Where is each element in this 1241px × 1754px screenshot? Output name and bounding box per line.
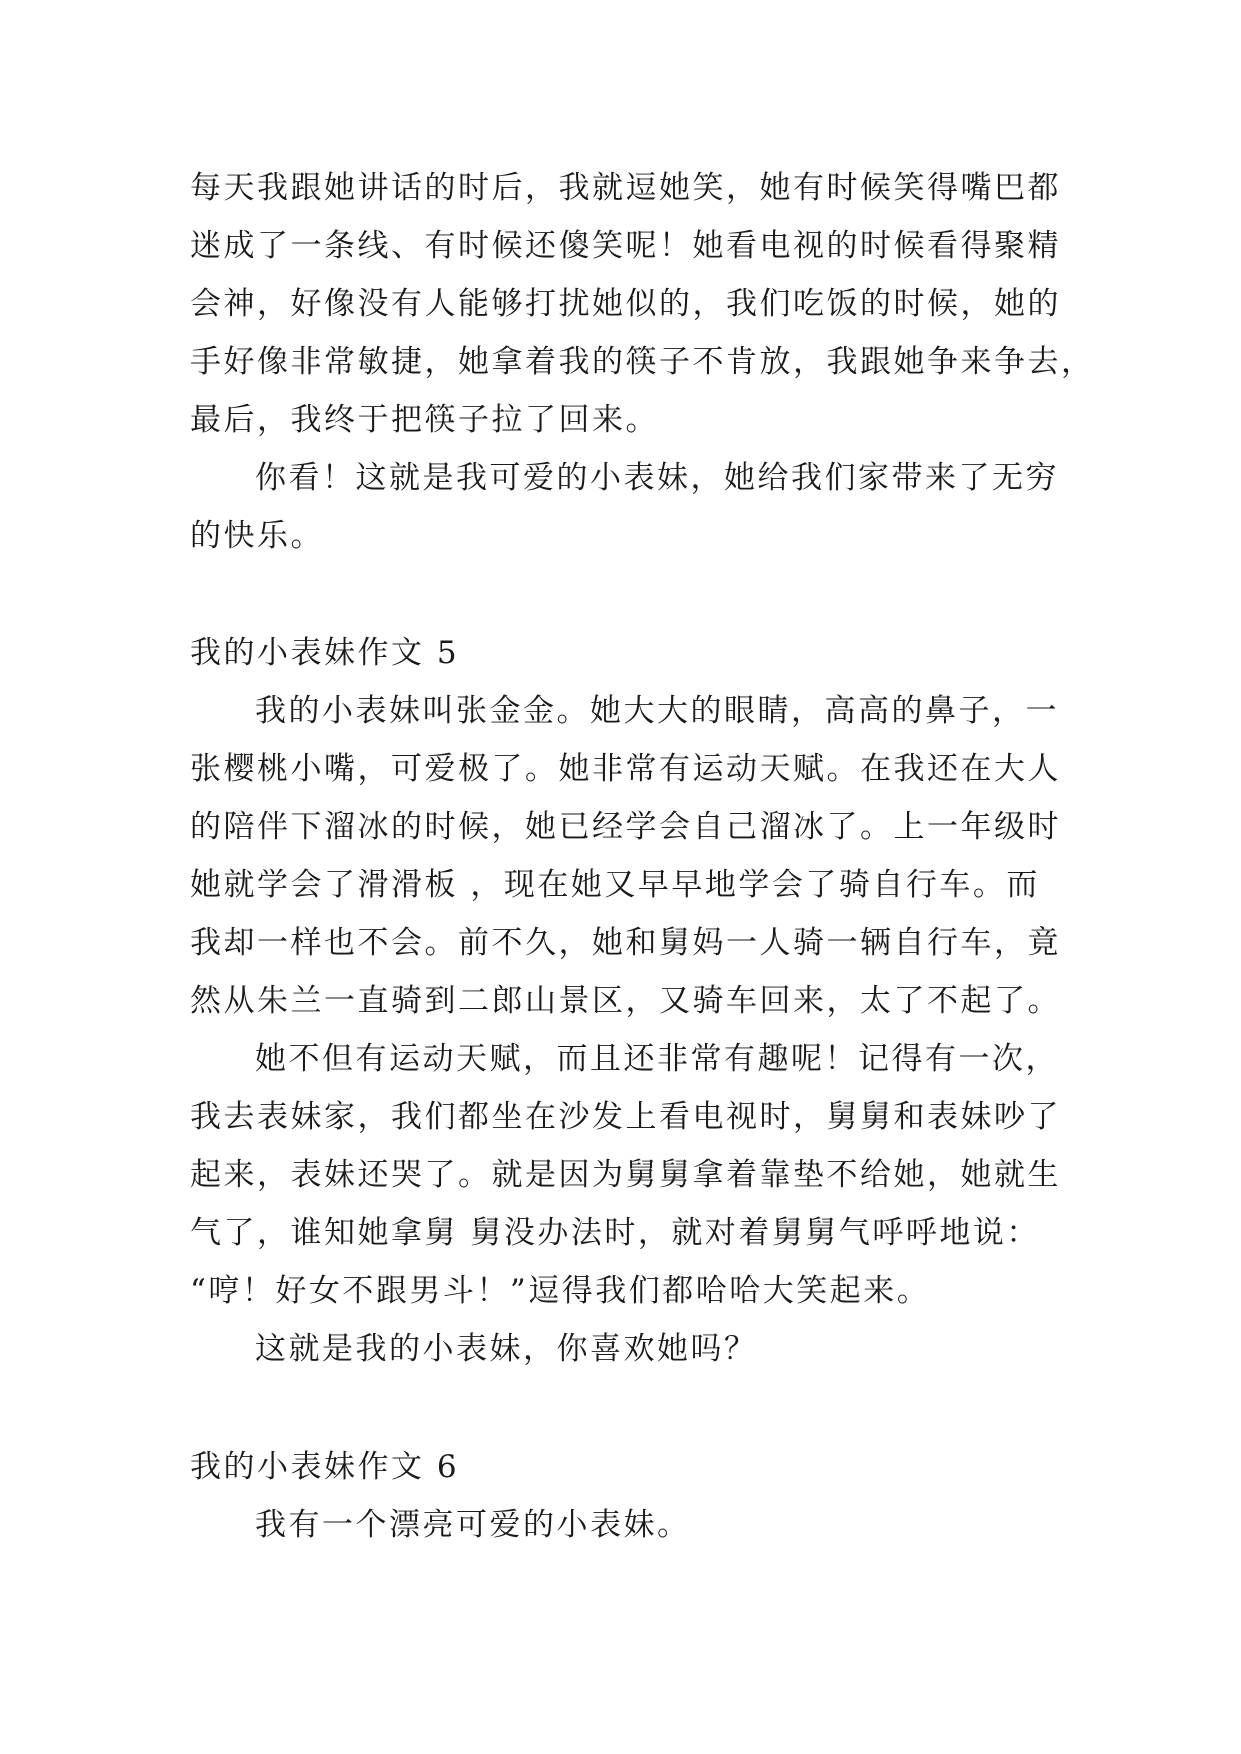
paragraph-line: 迷成了一条线、有时候还傻笑呢！她看电视的时候看得聚精 <box>190 228 1061 264</box>
paragraph-line: 我去表妹家，我们都坐在沙发上看电视时，舅舅和表妹吵了 <box>190 1099 1061 1135</box>
paragraph-line: 的快乐。 <box>190 518 324 554</box>
paragraph-line: 然从朱兰一直骑到二郎山景区，又骑车回来，太了不起了。 <box>190 983 1061 1019</box>
paragraph-line: 每天我跟她讲话的时后，我就逗她笑，她有时候笑得嘴巴都 <box>190 170 1061 206</box>
paragraph-line: 气了，谁知她拿舅 舅没办法时，就对着舅舅气呼呼地说： <box>190 1215 1040 1251</box>
paragraph-line: 这就是我的小表妹，你喜欢她吗？ <box>255 1331 758 1367</box>
paragraph-line: 起来，表妹还哭了。就是因为舅舅拿着靠垫不给她，她就生 <box>190 1157 1061 1193</box>
paragraph-line: 我的小表妹叫张金金。她大大的眼睛，高高的鼻子，一 <box>255 693 1059 729</box>
paragraph-line: 张樱桃小嘴，可爱极了。她非常有运动天赋。在我还在大人 <box>190 751 1061 787</box>
section-heading: 我的小表妹作文 6 <box>190 1449 460 1485</box>
paragraph-line: “哼！好女不跟男斗！”逗得我们都哈哈大笑起来。 <box>190 1273 931 1309</box>
paragraph-line: 会神，好像没有人能够打扰她似的，我们吃饭的时候，她的 <box>190 286 1061 322</box>
paragraph-line: 手好像非常敏捷，她拿着我的筷子不肯放，我跟她争来争去， <box>190 344 1095 380</box>
paragraph-line: 我有一个漂亮可爱的小表妹。 <box>255 1507 691 1543</box>
section-heading: 我的小表妹作文 5 <box>190 635 460 671</box>
paragraph-line: 你看！这就是我可爱的小表妹，她给我们家带来了无穷 <box>255 460 1059 496</box>
paragraph-line: 的陪伴下溜冰的时候，她已经学会自己溜冰了。上一年级时 <box>190 809 1061 845</box>
paragraph-line: 她就学会了滑滑板 ，现在她又早早地学会了骑自行车。而 <box>190 867 1040 903</box>
paragraph-line: 最后，我终于把筷子拉了回来。 <box>190 402 659 438</box>
paragraph-line: 她不但有运动天赋，而且还非常有趣呢！记得有一次， <box>255 1041 1059 1077</box>
paragraph-line: 我却一样也不会。前不久，她和舅妈一人骑一辆自行车，竟 <box>190 925 1061 961</box>
